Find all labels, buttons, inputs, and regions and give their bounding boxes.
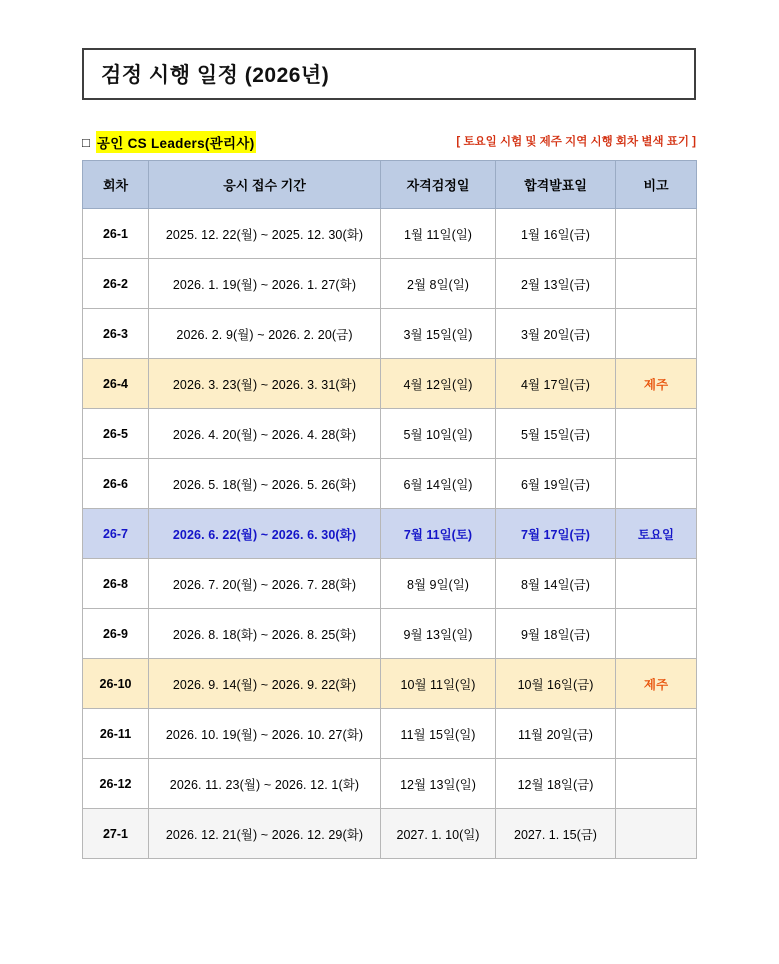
table-row	[83, 259, 697, 309]
cell-round: 26-11	[83, 709, 149, 759]
cell-period: 2025. 12. 22(월) ~ 2025. 12. 30(화)	[149, 209, 381, 259]
cell-exam-date: 10월 11일(일)	[381, 659, 496, 709]
subheader-left	[82, 131, 256, 153]
cell-period: 2026. 5. 18(월) ~ 2026. 5. 26(화)	[149, 459, 381, 509]
cell-round: 26-6	[83, 459, 149, 509]
cell-exam-date: 3월 15일(일)	[381, 309, 496, 359]
cell-note	[616, 259, 697, 309]
cell-exam-date: 6월 14일(일)	[381, 459, 496, 509]
cell-period: 2026. 1. 19(월) ~ 2026. 1. 27(화)	[149, 259, 381, 309]
cell-round: 26-1	[83, 209, 149, 259]
cell-exam-date: 2027. 1. 10(일)	[381, 809, 496, 859]
cell-exam-date: 1월 11일(일)	[381, 209, 496, 259]
cell-round: 27-1	[83, 809, 149, 859]
cell-round: 26-3	[83, 309, 149, 359]
cell-round: 26-2	[83, 259, 149, 309]
cell-round: 26-4	[83, 359, 149, 409]
cell-note	[616, 559, 697, 609]
cell-note	[616, 409, 697, 459]
cell-result-date: 2027. 1. 15(금)	[496, 809, 616, 859]
cell-period: 2026. 7. 20(월) ~ 2026. 7. 28(화)	[149, 559, 381, 609]
table-row	[83, 509, 697, 559]
table-row	[83, 459, 697, 509]
schedule-table-body	[83, 209, 697, 859]
cell-note	[616, 309, 697, 359]
cell-result-date: 10월 16일(금)	[496, 659, 616, 709]
cell-period: 2026. 11. 23(월) ~ 2026. 12. 1(화)	[149, 759, 381, 809]
cell-round: 26-10	[83, 659, 149, 709]
cell-note: 제주	[616, 359, 697, 409]
column-header-result-date: 합격발표일	[496, 161, 616, 209]
cell-period: 2026. 2. 9(월) ~ 2026. 2. 20(금)	[149, 309, 381, 359]
cell-round: 26-9	[83, 609, 149, 659]
cell-period: 2026. 3. 23(월) ~ 2026. 3. 31(화)	[149, 359, 381, 409]
cell-result-date: 2월 13일(금)	[496, 259, 616, 309]
cell-round: 26-8	[83, 559, 149, 609]
cell-result-date: 4월 17일(금)	[496, 359, 616, 409]
exam-name-label: 공인 CS Leaders(관리사)	[96, 131, 256, 153]
title-box	[82, 48, 696, 100]
cell-exam-date: 9월 13일(일)	[381, 609, 496, 659]
cell-note: 토요일	[616, 509, 697, 559]
cell-note	[616, 759, 697, 809]
cell-result-date: 6월 19일(금)	[496, 459, 616, 509]
cell-exam-date: 7월 11일(토)	[381, 509, 496, 559]
table-row	[83, 559, 697, 609]
table-row	[83, 609, 697, 659]
table-row	[83, 409, 697, 459]
cell-round: 26-7	[83, 509, 149, 559]
cell-result-date: 3월 20일(금)	[496, 309, 616, 359]
schedule-table	[82, 160, 697, 859]
cell-exam-date: 5월 10일(일)	[381, 409, 496, 459]
page-title: 검정 시행 일정 (2026년)	[101, 64, 330, 87]
cell-note	[616, 459, 697, 509]
table-row	[83, 709, 697, 759]
column-header-exam-date: 자격검정일	[381, 161, 496, 209]
legend-note: [ 토요일 시험 및 제주 지역 시행 회차 별색 표기 ]	[456, 136, 696, 148]
table-row	[83, 209, 697, 259]
table-row	[83, 309, 697, 359]
table-row	[83, 809, 697, 859]
cell-period: 2026. 6. 22(월) ~ 2026. 6. 30(화)	[149, 509, 381, 559]
cell-period: 2026. 8. 18(화) ~ 2026. 8. 25(화)	[149, 609, 381, 659]
table-row	[83, 759, 697, 809]
cell-note: 제주	[616, 659, 697, 709]
cell-round: 26-5	[83, 409, 149, 459]
cell-exam-date: 2월 8일(일)	[381, 259, 496, 309]
cell-result-date: 1월 16일(금)	[496, 209, 616, 259]
table-row	[83, 659, 697, 709]
square-bullet-icon: □	[82, 134, 90, 150]
cell-period: 2026. 10. 19(월) ~ 2026. 10. 27(화)	[149, 709, 381, 759]
cell-note	[616, 609, 697, 659]
cell-exam-date: 12월 13일(일)	[381, 759, 496, 809]
cell-note	[616, 709, 697, 759]
cell-period: 2026. 9. 14(월) ~ 2026. 9. 22(화)	[149, 659, 381, 709]
cell-note	[616, 809, 697, 859]
cell-period: 2026. 12. 21(월) ~ 2026. 12. 29(화)	[149, 809, 381, 859]
subheader	[82, 131, 696, 153]
cell-result-date: 5월 15일(금)	[496, 409, 616, 459]
cell-exam-date: 8월 9일(일)	[381, 559, 496, 609]
cell-result-date: 7월 17일(금)	[496, 509, 616, 559]
column-header-note: 비고	[616, 161, 697, 209]
cell-exam-date: 11월 15일(일)	[381, 709, 496, 759]
cell-exam-date: 4월 12일(일)	[381, 359, 496, 409]
column-header-round: 회차	[83, 161, 149, 209]
cell-result-date: 8월 14일(금)	[496, 559, 616, 609]
table-row	[83, 359, 697, 409]
cell-result-date: 9월 18일(금)	[496, 609, 616, 659]
cell-result-date: 12월 18일(금)	[496, 759, 616, 809]
cell-period: 2026. 4. 20(월) ~ 2026. 4. 28(화)	[149, 409, 381, 459]
table-header-row	[83, 161, 697, 209]
column-header-period: 응시 접수 기간	[149, 161, 381, 209]
cell-note	[616, 209, 697, 259]
cell-round: 26-12	[83, 759, 149, 809]
cell-result-date: 11월 20일(금)	[496, 709, 616, 759]
